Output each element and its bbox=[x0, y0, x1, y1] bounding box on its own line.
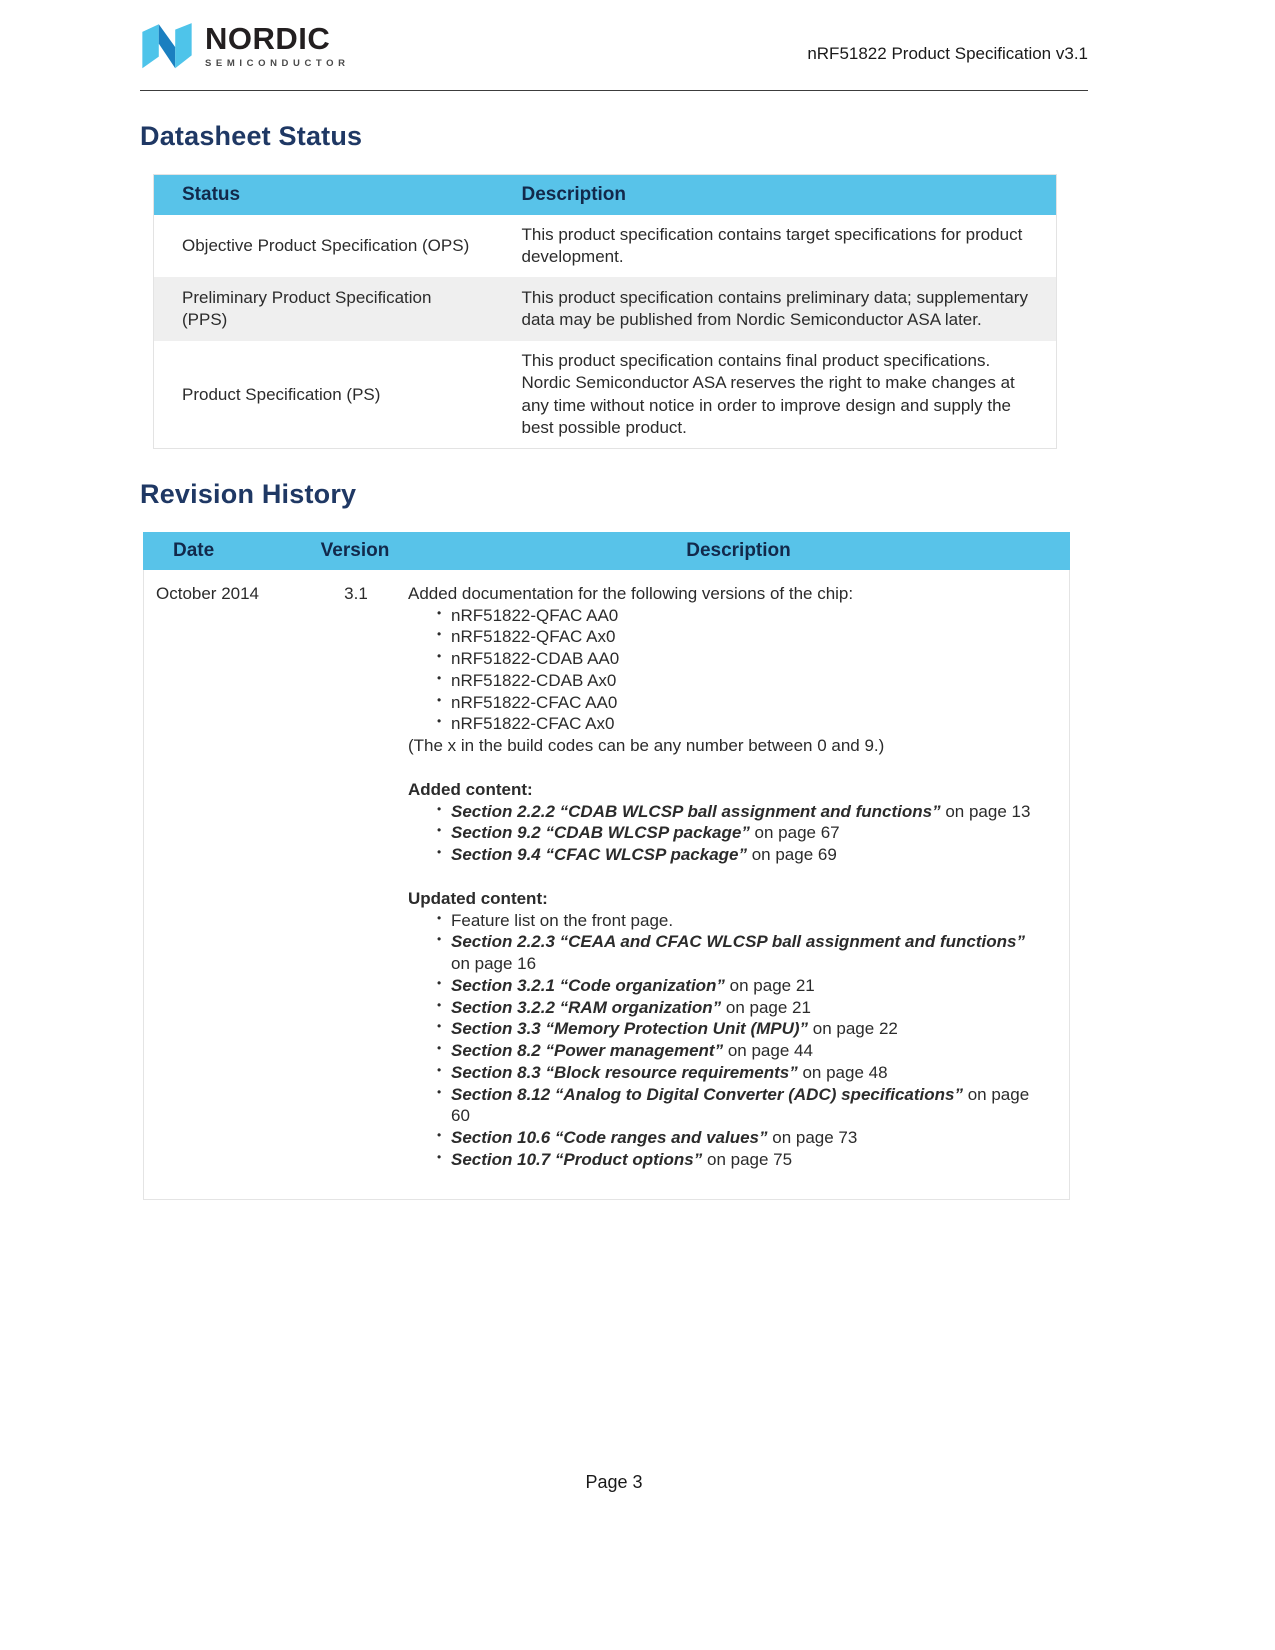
section-reference: Section 8.12 “Analog to Digital Converter (ADC) specifications” bbox=[451, 1084, 963, 1104]
section-reference: Section 9.2 “CDAB WLCSP package” bbox=[451, 823, 750, 843]
revision-intro: Added documentation for the following versions of the chip: bbox=[408, 583, 854, 603]
status-cell: Product Specification (PS) bbox=[182, 384, 381, 404]
section-reference: Section 10.6 “Code ranges and values” bbox=[451, 1128, 768, 1147]
status-cell: Preliminary Product Specification (PPS) bbox=[182, 288, 432, 330]
status-table-row bbox=[154, 341, 1057, 448]
bullet-text: on page 67 bbox=[749, 823, 840, 843]
added-content-heading: Added content: bbox=[408, 779, 533, 799]
section-reference: Section 8.3 “Block resource requirements” bbox=[451, 1062, 798, 1082]
bullet-item bbox=[408, 1149, 1045, 1171]
page-header bbox=[140, 20, 1088, 72]
section-reference: Section 8.2 “Power management” bbox=[451, 1041, 724, 1060]
section-title-revision-history: Revision History bbox=[140, 478, 357, 509]
column-header-version: Version bbox=[320, 539, 390, 561]
bullet-item bbox=[408, 975, 1045, 997]
bullet-item: • nRF51822-CDAB AA0 bbox=[408, 648, 1045, 670]
revision-history-row bbox=[143, 570, 1070, 1200]
section-reference: Section 3.3 “Memory Protection Unit (MPU)” bbox=[451, 1019, 809, 1039]
datasheet-status-table bbox=[153, 174, 1057, 449]
bullet-text: on page 75 bbox=[702, 1149, 793, 1169]
nordic-logo-icon bbox=[140, 20, 194, 72]
bullet-item bbox=[408, 910, 1045, 932]
bullet-item bbox=[408, 822, 1045, 844]
bullet-text: on page 16 bbox=[451, 954, 537, 973]
revision-note: (The x in the build codes can be any number between 0 and 9.) bbox=[408, 736, 885, 755]
logo-brand-name: NORDIC bbox=[205, 21, 331, 56]
status-table-row bbox=[154, 215, 1057, 277]
bullet-item bbox=[408, 1018, 1045, 1040]
status-cell: Objective Product Specification (OPS) bbox=[182, 236, 470, 256]
revision-description bbox=[408, 583, 1069, 1171]
revision-date: October 2014 bbox=[156, 583, 260, 603]
datasheet-status-header bbox=[154, 175, 1057, 216]
chip-version-list bbox=[408, 605, 1045, 736]
column-header-description: Description bbox=[504, 175, 1057, 216]
bullet-item: • nRF51822-CDAB Ax0 bbox=[408, 670, 1045, 692]
bullet-text: on page 22 bbox=[808, 1019, 898, 1039]
bullet-text: on page 21 bbox=[721, 997, 811, 1017]
bullet-text: on page 48 bbox=[797, 1062, 888, 1082]
status-description-cell: This product specification contains final product specifications. Nordic Semiconductor ASA reserves the right to make changes at any time without notice in order to improve design and supply the best possible product. bbox=[521, 351, 1015, 437]
page-number: Page 3 bbox=[585, 1472, 643, 1492]
bullet-item bbox=[408, 844, 1045, 866]
section-reference: Section 10.7 “Product options” bbox=[451, 1149, 703, 1169]
nordic-logo bbox=[140, 20, 350, 72]
column-header-rev-description: Description bbox=[686, 539, 791, 561]
revision-version: 3.1 bbox=[344, 583, 368, 603]
section-reference: Section 3.2.1 “Code organization” bbox=[451, 975, 725, 995]
datasheet-status-body bbox=[154, 215, 1057, 448]
added-content-list bbox=[408, 801, 1045, 866]
bullet-item bbox=[408, 997, 1045, 1019]
bullet-text: on page 21 bbox=[724, 975, 815, 995]
bullet-text: on page 44 bbox=[723, 1041, 813, 1060]
header-divider bbox=[140, 90, 1088, 91]
section-reference: Section 2.2.2 “CDAB WLCSP ball assignment and functions” bbox=[451, 801, 941, 821]
section-reference: Section 3.2.2 “RAM organization” bbox=[451, 997, 722, 1017]
bullet-item: • nRF51822-CFAC AA0 bbox=[408, 692, 1045, 714]
bullet-item bbox=[408, 1127, 1045, 1149]
section-reference: Section 9.4 “CFAC WLCSP package” bbox=[451, 845, 747, 864]
updated-content-heading: Updated content: bbox=[408, 888, 548, 908]
revision-history-table bbox=[143, 532, 1070, 1200]
bullet-item bbox=[408, 801, 1045, 823]
document-page bbox=[140, 0, 1088, 1200]
bullet-item bbox=[408, 1084, 1045, 1128]
updated-content-list bbox=[408, 910, 1045, 1171]
status-table-row bbox=[154, 277, 1057, 341]
section-title-datasheet-status: Datasheet Status bbox=[140, 121, 363, 151]
column-header-date: Date bbox=[173, 539, 215, 561]
bullet-item: • nRF51822-QFAC AA0 bbox=[408, 605, 1045, 627]
bullet-item bbox=[408, 931, 1045, 975]
bullet-text: on page 60 bbox=[451, 1084, 1030, 1126]
nordic-logo-text bbox=[205, 23, 350, 69]
doc-title: nRF51822 Product Specification v3.1 bbox=[807, 44, 1088, 63]
bullet-text: on page 73 bbox=[767, 1128, 858, 1147]
bullet-item: • nRF51822-QFAC Ax0 bbox=[408, 626, 1045, 648]
logo-brand-subtitle: SEMICONDUCTOR bbox=[205, 58, 350, 69]
section-reference: Section 2.2.3 “CEAA and CFAC WLCSP ball assignment and functions” bbox=[451, 932, 1025, 952]
bullet-item bbox=[408, 1062, 1045, 1084]
status-description-cell: This product specification contains target specifications for product development. bbox=[521, 225, 1023, 267]
status-description-cell: This product specification contains preliminary data; supplementary data may be published from Nordic Semiconductor ASA later. bbox=[521, 288, 1028, 330]
bullet-item: • nRF51822-CFAC Ax0 bbox=[408, 713, 1045, 735]
revision-history-header bbox=[143, 532, 1070, 570]
page-footer bbox=[140, 1472, 1088, 1493]
bullet-text: on page 13 bbox=[940, 801, 1031, 821]
column-header-status: Status bbox=[154, 175, 504, 216]
bullet-text: on page 69 bbox=[747, 845, 837, 864]
bullet-text: Feature list on the front page. bbox=[451, 910, 674, 930]
bullet-item bbox=[408, 1040, 1045, 1062]
